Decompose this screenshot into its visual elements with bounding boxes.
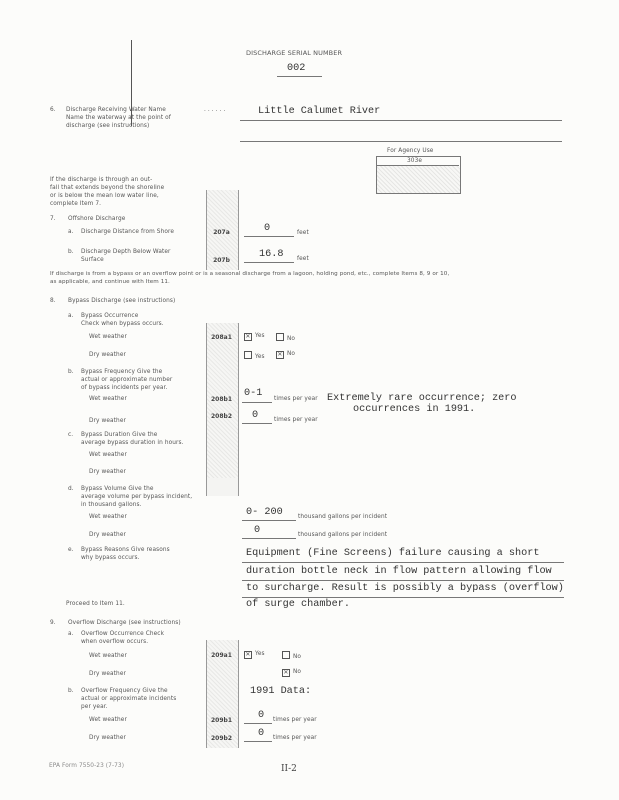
code-209b1: 209b1 bbox=[211, 717, 232, 724]
overflow-wet-yes[interactable] bbox=[244, 651, 265, 659]
bypass-reason-rule-3 bbox=[242, 597, 564, 598]
bypass-reason-line-2: duration bottle neck in flow pattern allowing flow bbox=[246, 566, 552, 577]
item7-title: Offshore Discharge bbox=[68, 216, 126, 222]
outfall-note-2: fall that extends beyond the shoreline bbox=[50, 185, 165, 191]
item8a-wet-label: Wet weather bbox=[89, 334, 127, 340]
item8b-label-2: actual or approximate number bbox=[81, 377, 173, 383]
receiving-water-name: Little Calumet River bbox=[258, 106, 381, 117]
bypass-reason-line-3: to surcharge. Result is possibly a bypass (overflow) bbox=[246, 583, 564, 594]
bypass-dry-frequency: 0 bbox=[252, 410, 259, 421]
outfall-note-1: If the discharge is through an out- bbox=[50, 177, 153, 183]
item8a-letter: a. bbox=[68, 313, 74, 319]
item9b-wet-label: Wet weather bbox=[89, 717, 127, 723]
bypass-wet-no-label: No bbox=[287, 336, 296, 342]
overflow-dry-no[interactable] bbox=[282, 669, 301, 677]
outfall-note-4: complete Item 7. bbox=[50, 201, 102, 207]
item6-label-3: discharge (see instructions) bbox=[66, 123, 150, 129]
bypass-dry-frequency-line bbox=[242, 423, 272, 424]
item8b-dry-label: Dry weather bbox=[89, 418, 126, 424]
discharge-serial-title: DISCHARGE SERIAL NUMBER bbox=[246, 49, 343, 57]
bypass-wet-no[interactable] bbox=[276, 333, 295, 342]
item9-title: Overflow Discharge (see instructions) bbox=[68, 620, 181, 626]
offshore-distance-unit: feet bbox=[297, 230, 309, 236]
overflow-wet-frequency-unit: times per year bbox=[273, 717, 317, 723]
code-column-item8 bbox=[206, 323, 239, 493]
item8d-wet-label: Wet weather bbox=[89, 514, 127, 520]
agency-use-code: 303e bbox=[407, 158, 423, 164]
item6-dots: . . . . . . bbox=[204, 107, 226, 113]
bypass-dry-yes[interactable] bbox=[244, 351, 265, 360]
item9a-wet-label: Wet weather bbox=[89, 653, 127, 659]
code-208a1: 208a1 bbox=[211, 334, 232, 341]
bypass-note-line-2: occurrences in 1991. bbox=[353, 404, 476, 415]
item8e-label-2: why bypass occurs. bbox=[81, 555, 140, 561]
item9a-letter: a. bbox=[68, 631, 74, 637]
discharge-serial-number: 002 bbox=[287, 63, 306, 74]
bypass-reason-line-1: Equipment (Fine Screens) failure causing a short bbox=[246, 548, 540, 559]
item9b-label-3: per year. bbox=[81, 704, 108, 710]
bypass-dry-no-label: No bbox=[287, 351, 296, 357]
item9b-label-1: Overflow Frequency Give the bbox=[81, 688, 168, 694]
bypass-dry-yes-label: Yes bbox=[255, 354, 265, 360]
overflow-wet-yes-label: Yes bbox=[255, 651, 265, 657]
item7a-label: Discharge Distance from Shore bbox=[81, 229, 175, 235]
proceed-to-item-11: Proceed to Item 11. bbox=[66, 601, 125, 607]
item8c-dry-label: Dry weather bbox=[89, 469, 126, 475]
item8-title: Bypass Discharge (see instructions) bbox=[68, 298, 176, 304]
code-209a1: 209a1 bbox=[211, 652, 232, 659]
agency-use-title: For Agency Use bbox=[387, 148, 434, 154]
item8c-label-1: Bypass Duration Give the bbox=[81, 432, 158, 438]
item8d-dry-label: Dry weather bbox=[89, 532, 126, 538]
item9-number: 9. bbox=[50, 620, 56, 626]
item6-label-1: Discharge Receiving Water Name bbox=[66, 107, 166, 113]
item8b-label-3: of bypass incidents per year. bbox=[81, 385, 168, 391]
form-number: EPA Form 7550-23 (7-73) bbox=[49, 763, 125, 769]
item8-number: 8. bbox=[50, 298, 56, 304]
outfall-note-3: or is below the mean low water line, bbox=[50, 193, 159, 199]
overflow-wet-no-checkbox[interactable] bbox=[282, 651, 290, 659]
item7b-letter: b. bbox=[68, 249, 74, 255]
margin-rule bbox=[131, 40, 132, 126]
bypass-reason-rule-2 bbox=[242, 580, 564, 581]
overflow-data-label: 1991 Data: bbox=[250, 686, 312, 697]
item7b-label-2: Surface bbox=[81, 257, 104, 263]
offshore-distance-line bbox=[244, 236, 294, 237]
bypass-wet-yes[interactable] bbox=[244, 333, 265, 341]
code-207b: 207b bbox=[213, 257, 230, 264]
bypass-dry-volume: 0 bbox=[254, 525, 261, 536]
item9b-letter: b. bbox=[68, 688, 74, 694]
bypass-reason-line-4: of surge chamber. bbox=[246, 599, 350, 610]
item7b-label-1: Discharge Depth Below Water bbox=[81, 249, 171, 255]
overflow-wet-frequency: 0 bbox=[258, 710, 265, 721]
item9a-dry-label: Dry weather bbox=[89, 671, 126, 677]
item8a-label-2: Check when bypass occurs. bbox=[81, 321, 164, 327]
overflow-dry-frequency-line bbox=[244, 741, 272, 742]
overflow-wet-no-label: No bbox=[293, 654, 302, 660]
bypass-wet-frequency-line bbox=[242, 402, 272, 403]
item9b-label-2: actual or approximate incidents bbox=[81, 696, 177, 702]
overflow-dry-no-checkbox[interactable] bbox=[282, 669, 290, 677]
item8b-label-1: Bypass Frequency Give the bbox=[81, 369, 163, 375]
item8c-wet-label: Wet weather bbox=[89, 452, 127, 458]
item8b-letter: b. bbox=[68, 369, 74, 375]
overflow-dry-frequency-unit: times per year bbox=[273, 735, 317, 741]
code-208b1: 208b1 bbox=[211, 396, 232, 403]
serial-underline bbox=[277, 76, 322, 77]
item8e-label-1: Bypass Reasons Give reasons bbox=[81, 547, 170, 553]
item8b-wet-label: Wet weather bbox=[89, 396, 127, 402]
item8e-letter: e. bbox=[68, 547, 74, 553]
bypass-dry-yes-checkbox[interactable] bbox=[244, 351, 252, 359]
bypass-wet-volume-line bbox=[242, 520, 296, 521]
receiving-water-line-2 bbox=[240, 141, 562, 142]
bypass-wet-frequency: 0-1 bbox=[244, 388, 263, 399]
item8c-letter: c. bbox=[68, 432, 74, 438]
overflow-dry-no-label: No bbox=[293, 669, 302, 675]
discharge-depth-unit: feet bbox=[297, 256, 309, 262]
item8c-label-2: average bypass duration in hours. bbox=[81, 440, 184, 446]
item8d-letter: d. bbox=[68, 486, 74, 492]
overflow-wet-frequency-line bbox=[244, 723, 272, 724]
discharge-depth-value: 16.8 bbox=[259, 249, 284, 260]
code-207a: 207a bbox=[213, 229, 230, 236]
overflow-wet-yes-checkbox[interactable] bbox=[244, 651, 252, 659]
receiving-water-line-1 bbox=[240, 120, 562, 121]
item8a-label-1: Bypass Occurrence bbox=[81, 313, 139, 319]
code-208b2: 208b2 bbox=[211, 413, 232, 420]
discharge-depth-line bbox=[244, 262, 294, 263]
bypass-dry-no[interactable] bbox=[276, 351, 295, 359]
item7-number: 7. bbox=[50, 216, 56, 222]
item6-label-2: Name the waterway at the point of bbox=[66, 115, 171, 121]
agency-use-fill bbox=[377, 166, 460, 193]
agency-use-divider bbox=[377, 165, 459, 166]
item7a-letter: a. bbox=[68, 229, 74, 235]
bypass-note-1: If discharge is from a bypass or an overflow point or is a seasonal discharge from a lagoon, holding pond, etc., complete Items 8, 9 or 10, bbox=[50, 271, 450, 277]
offshore-distance-value: 0 bbox=[264, 223, 271, 234]
item8d-label-2: average volume per bypass incident, bbox=[81, 494, 193, 500]
bypass-dry-volume-line bbox=[242, 538, 296, 539]
bypass-dry-frequency-unit: times per year bbox=[274, 417, 318, 423]
bypass-note-line-1: Extremely rare occurrence; zero bbox=[327, 393, 517, 404]
item6-number: 6. bbox=[50, 107, 56, 113]
item9b-dry-label: Dry weather bbox=[89, 735, 126, 741]
bypass-wet-frequency-unit: times per year bbox=[274, 396, 318, 402]
item8d-label-1: Bypass Volume Give the bbox=[81, 486, 154, 492]
code-column-item8d bbox=[206, 478, 239, 496]
item9a-label-1: Overflow Occurrence Check bbox=[81, 631, 165, 637]
bypass-wet-volume: 0- 200 bbox=[246, 507, 283, 518]
page-number: II-2 bbox=[281, 764, 297, 774]
bypass-wet-no-checkbox[interactable] bbox=[276, 333, 284, 341]
bypass-dry-volume-unit: thousand gallons per incident bbox=[298, 532, 388, 538]
bypass-wet-yes-checkbox[interactable] bbox=[244, 333, 252, 341]
bypass-dry-no-checkbox[interactable] bbox=[276, 351, 284, 359]
item9a-label-2: when overflow occurs. bbox=[81, 639, 149, 645]
item8a-dry-label: Dry weather bbox=[89, 352, 126, 358]
code-209b2: 209b2 bbox=[211, 735, 232, 742]
overflow-dry-frequency: 0 bbox=[258, 728, 265, 739]
bypass-wet-yes-label: Yes bbox=[255, 333, 265, 339]
bypass-note-2: as applicable, and continue with Item 11. bbox=[50, 279, 170, 285]
bypass-reason-rule-1 bbox=[242, 562, 564, 563]
overflow-wet-no[interactable] bbox=[282, 651, 301, 660]
bypass-wet-volume-unit: thousand gallons per incident bbox=[298, 514, 388, 520]
item8d-label-3: in thousand gallons. bbox=[81, 502, 142, 508]
